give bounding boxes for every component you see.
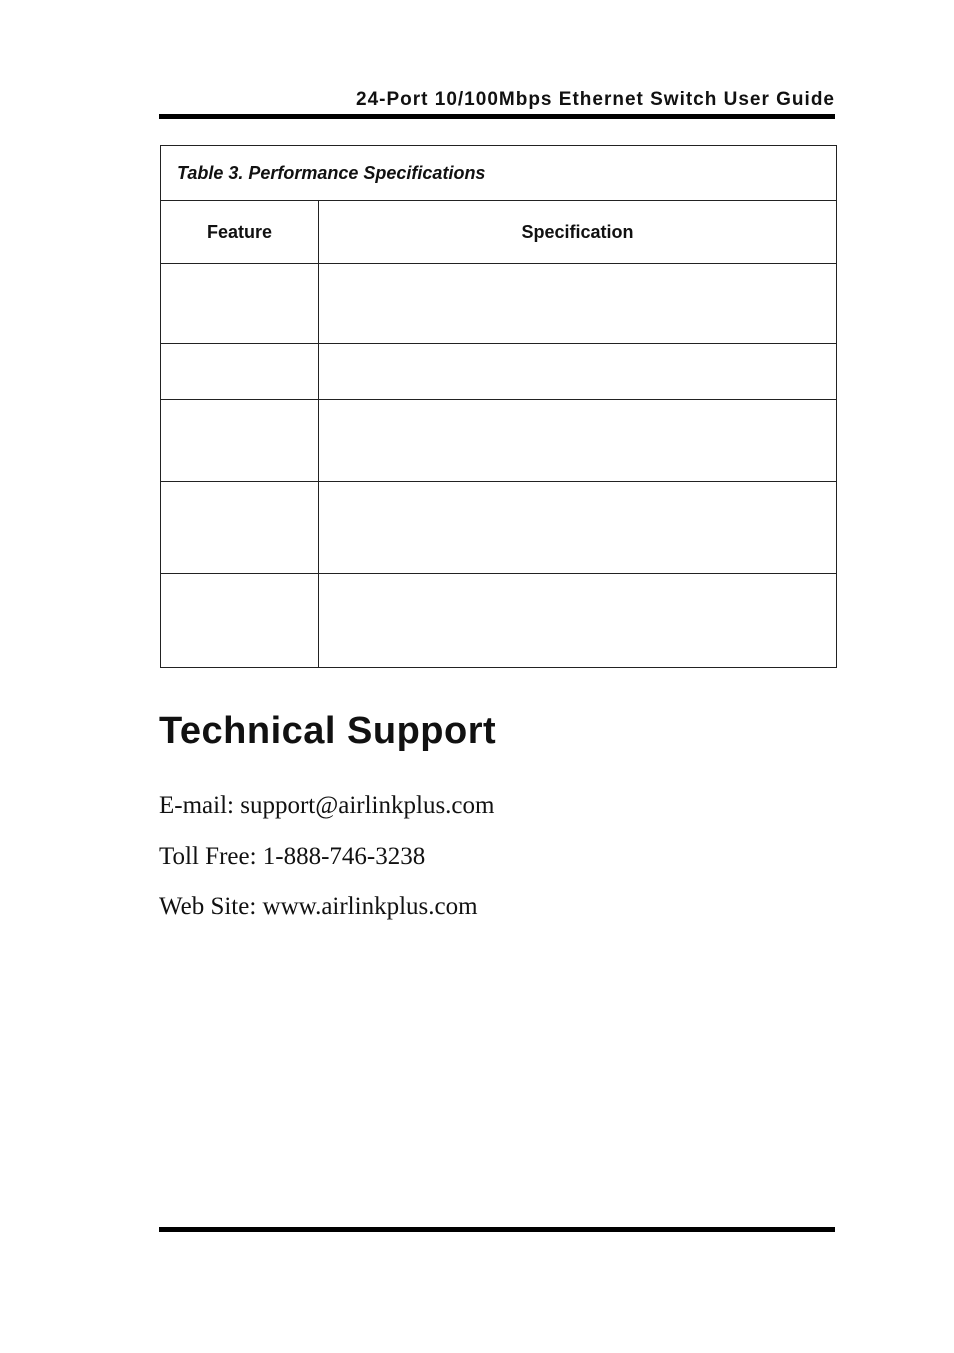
table-row <box>161 264 837 344</box>
column-header-specification: Specification <box>319 201 837 264</box>
table-row <box>161 574 837 668</box>
table-row <box>161 344 837 400</box>
footer-rule <box>159 1227 835 1232</box>
performance-specifications-table <box>160 145 837 668</box>
table-caption: Table 3. Performance Specifications <box>161 146 837 201</box>
technical-support-heading: Technical Support <box>159 710 497 752</box>
support-toll-free: Toll Free: 1-888-746-3238 <box>159 843 426 870</box>
column-header-feature: Feature <box>161 201 319 264</box>
table-cell-feature <box>161 574 319 668</box>
table-cell-specification <box>319 400 837 482</box>
table-cell-feature <box>161 400 319 482</box>
table-cell-specification <box>319 264 837 344</box>
table-caption-row <box>161 146 837 201</box>
header-rule <box>159 114 835 119</box>
table-cell-feature <box>161 344 319 400</box>
table-header-row <box>161 201 837 264</box>
table-row <box>161 482 837 574</box>
support-website: Web Site: www.airlinkplus.com <box>159 893 478 920</box>
table-row <box>161 400 837 482</box>
table-cell-specification <box>319 344 837 400</box>
page-header-title: 24-Port 10/100Mbps Ethernet Switch User Guide <box>356 89 835 110</box>
table-cell-feature <box>161 482 319 574</box>
table-cell-specification <box>319 482 837 574</box>
table-cell-feature <box>161 264 319 344</box>
support-email: E-mail: support@airlinkplus.com <box>159 792 495 819</box>
table-cell-specification <box>319 574 837 668</box>
